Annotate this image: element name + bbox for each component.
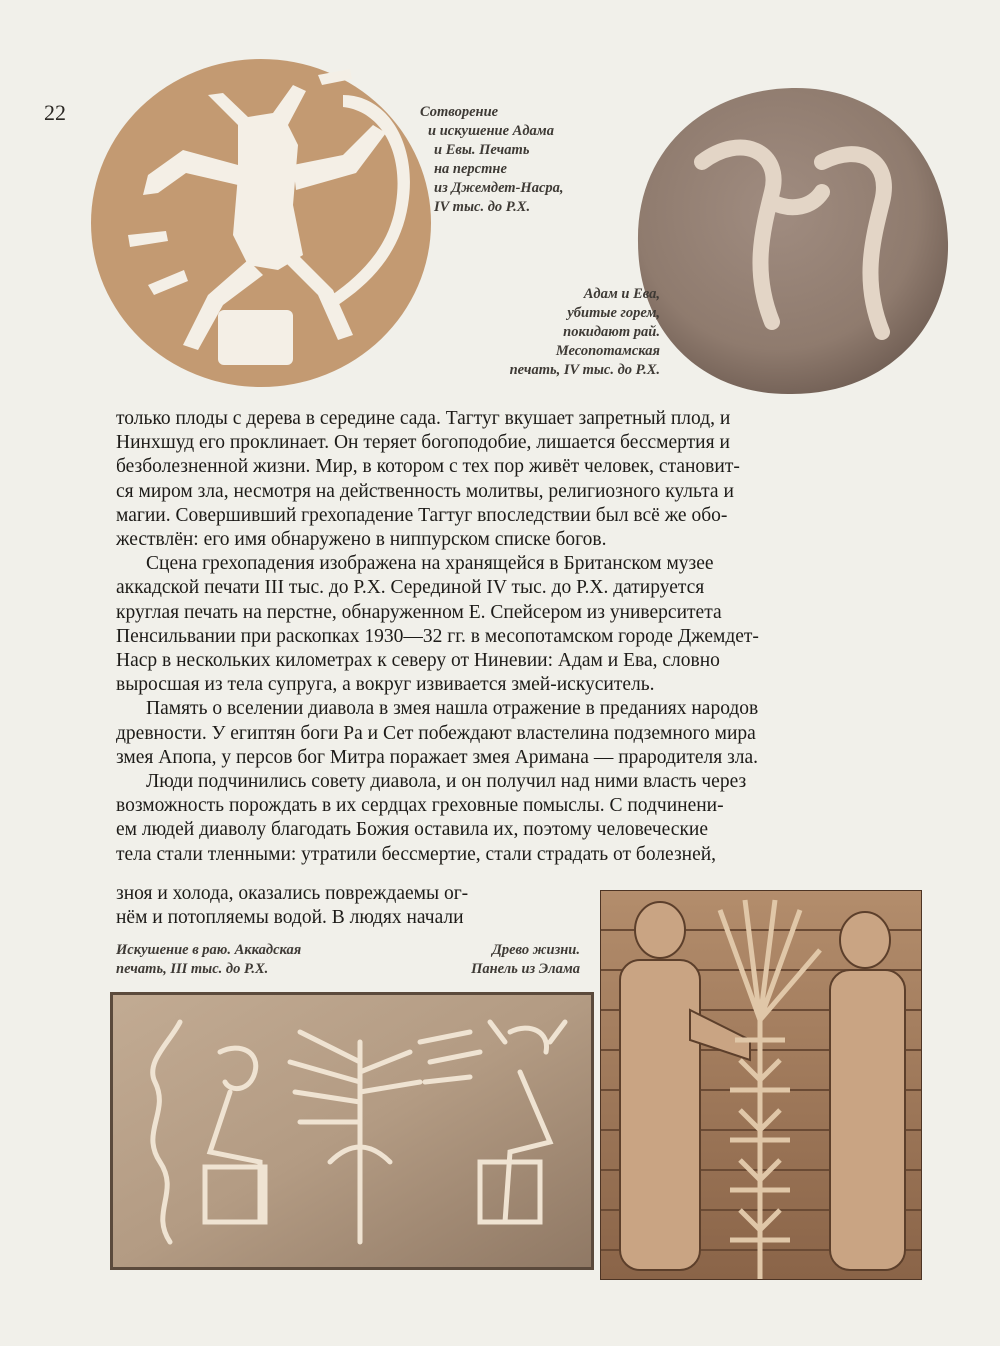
seal-ring-caption — [420, 103, 564, 217]
text-line: жествлён: его имя обнаружено в ниппурском списке богов. — [116, 529, 607, 551]
akkadian-seal-background — [110, 992, 594, 1270]
caption-line: Древо жизни. — [491, 942, 580, 958]
caption-line: покидают рай. — [563, 324, 660, 340]
caption-line: Месопотамская — [555, 343, 660, 359]
akkadian-seal-caption — [116, 941, 301, 979]
text-line: магии. Совершивший грехопадение Тагтуг впоследствии был всё же обо- — [116, 504, 728, 526]
elam-panel-caption — [398, 941, 580, 979]
caption-line: Искушение в раю. Аккадская — [116, 942, 302, 958]
text-line: Сцена грехопадения изображена на хранящейся в Британском музее — [146, 553, 714, 575]
caption-line: и Евы. Печать — [434, 142, 530, 158]
mesopotamian-seal-photo — [632, 82, 952, 398]
text-line: тела стали тленными: утратили бессмертие, стали страдать от болезней, — [116, 843, 717, 865]
text-line: Люди подчинились совету диавола, и он получил над ними власть через — [146, 771, 747, 793]
caption-line: на перстне — [434, 161, 507, 177]
text-line: аккадской печати III тыс. до Р.Х. Серединой IV тыс. до Р.Х. датируется — [116, 577, 705, 599]
text-line: Наср в нескольких километрах к северу от Ниневии: Адам и Ева, словно — [116, 650, 720, 672]
text-line: нём и потопляемы водой. В людях начали — [116, 907, 464, 929]
caption-line: IV тыс. до Р.Х. — [434, 199, 531, 215]
akkadian-seal-photo — [110, 992, 594, 1270]
caption-line: из Джемдет-Насра, — [434, 180, 564, 196]
page-number: 22 — [44, 100, 66, 125]
caption-line: Адам и Ева, — [583, 286, 660, 302]
body-text — [116, 407, 924, 867]
text-line: Пенсильвании при раскопках 1930—32 гг. в месопотамском городе Джемдет- — [116, 625, 759, 647]
text-line: круглая печать на перстне, обнаруженном Е. Спейсером из университета — [116, 601, 722, 623]
text-line: выросшая из тела супруга, а вокруг извивается змей-искуситель. — [116, 674, 655, 696]
text-line: Память о вселении диавола в змея нашла отражение в преданиях народов — [146, 698, 759, 720]
caption-line: печать, III тыс. до Р.Х. — [116, 961, 269, 977]
caption-line: печать, IV тыс. до Р.Х. — [509, 362, 660, 378]
text-line: древности. У египтян боги Ра и Сет побеждают властелина подземного мира — [116, 722, 756, 744]
caption-line: и искушение Адама — [428, 123, 554, 139]
mesopotamian-seal-stone — [638, 88, 948, 394]
text-line: возможность порождать в их сердцах греховные помыслы. С подчинени- — [116, 795, 724, 817]
seal-ring-illustration — [88, 55, 434, 391]
text-line: Нинхшуд его проклинает. Он теряет богоподобие, лишается бессмертия и — [116, 432, 730, 454]
caption-line: Сотворение — [420, 104, 499, 120]
text-line: безболезненной жизни. Мир, в котором с тех пор живёт человек, становит- — [116, 456, 740, 478]
text-line: змея Апопа, у персов бог Митра поражает змея Аримана — прародителя зла. — [116, 746, 759, 768]
caption-line: убитые горем, — [567, 305, 660, 321]
narrow-text — [116, 882, 601, 930]
mesopotamian-seal-caption — [440, 285, 660, 380]
elam-panel-photo — [600, 890, 922, 1280]
text-line: ем людей диаволу благодать Божия оставила их, поэтому человеческие — [116, 819, 709, 841]
text-line: только плоды с дерева в середине сада. Тагтуг вкушает запретный плод, и — [116, 408, 731, 429]
text-line: зноя и холода, оказались повреждаемы ог- — [116, 883, 469, 904]
text-line: ся миром зла, несмотря на действенность молитвы, религиозного культа и — [116, 480, 734, 502]
caption-line: Панель из Элама — [471, 961, 580, 977]
